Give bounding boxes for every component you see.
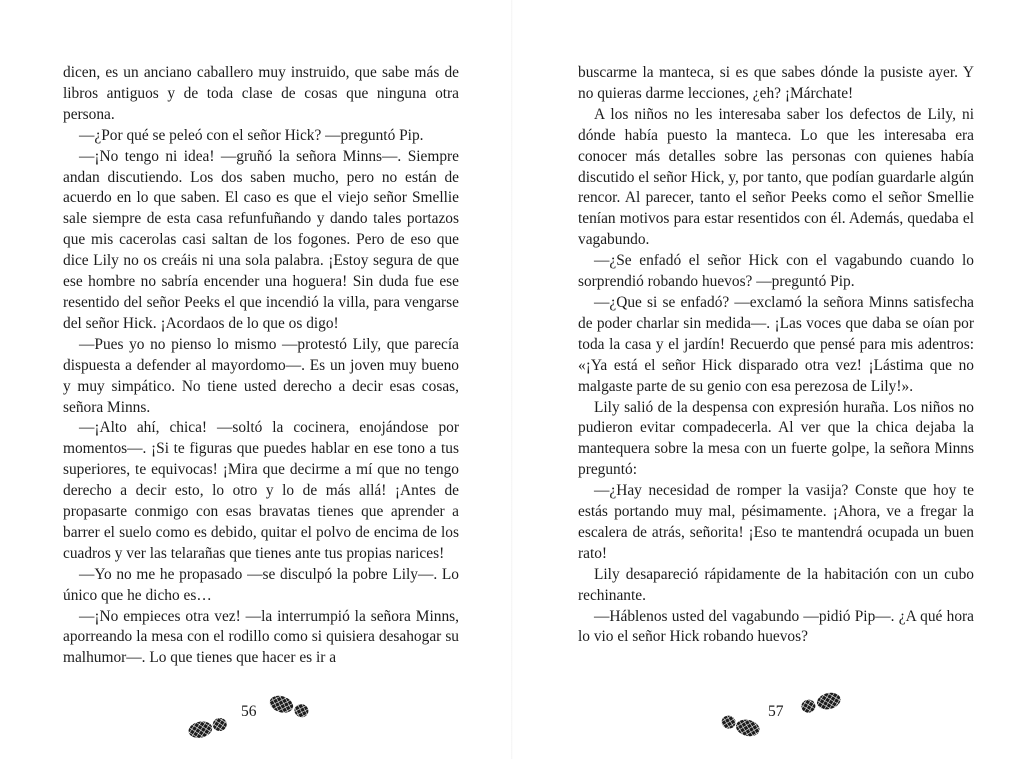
- paragraph: Lily desapareció rápidamente de la habitación con un cubo rechinante.: [578, 565, 974, 604]
- paragraph: —Pues yo no pienso lo mismo —protestó Lily, que parecía dispuesta a defender al mayordomo—. Es un joven muy bueno y muy simpático. No tiene usted derecho a decir esas cosas, señora Minns.: [63, 335, 459, 416]
- paragraph: —¿Por qué se peleó con el señor Hick? —preguntó Pip.: [79, 126, 424, 144]
- paragraph: —¿Se enfadó el señor Hick con el vagabundo cuando lo sorprendió robando huevos? —preguntó Pip.: [578, 252, 974, 291]
- paragraph: —Háblenos usted del vagabundo —pidió Pip—. ¿A qué hora lo vio el señor Hick robando huevos?: [578, 607, 974, 646]
- footprint-icon: [186, 714, 230, 740]
- paragraph: —¡No tengo ni idea! —gruñó la señora Minns—. Siempre andan discutiendo. Los dos saben mucho, pero no están de acuerdo en lo que saben. El caso es que el viejo señor Smellie sale siempre de esta casa refunfuñando y dando tales portazos que mis cacerolas casi saltan de los fogones. Pero de eso que dice Lily no os creáis ni una sola palabra. ¡Estoy segura de que ese hombre no sabría encender una hoguera! Sin duda fue ese resentido del señor Peeks el que incendió la villa, para vengarse del señor Hick. ¡Acordaos de lo que os digo!: [63, 147, 459, 332]
- page-number-left: 56: [241, 703, 257, 720]
- book-gutter: [511, 0, 513, 759]
- left-page-text: [63, 63, 459, 669]
- paragraph: A los niños no les interesaba saber los defectos de Lily, ni dónde había puesto la manteca. Lo que les interesaba era conocer más detalles sobre las personas con quienes había discutido el señor Hick, y, por tanto, que podían guardarle algún rencor. Al parecer, tanto el señor Peeks como el señor Smellie tenían motivos para estar resentidos con él. Además, quedaba el vagabundo.: [578, 105, 974, 249]
- paragraph: —Yo no me he propasado —se disculpó la pobre Lily—. Lo único que he dicho es…: [63, 565, 459, 604]
- right-page-text: [578, 63, 974, 648]
- paragraph: —¡No empieces otra vez! —la interrumpió la señora Minns, aporreando la mesa con el rodillo como si quisiera desahogar su malhumor—. Lo que tienes que hacer es ir a: [63, 607, 459, 667]
- page-number-right: 57: [768, 703, 784, 720]
- paragraph: buscarme la manteca, si es que sabes dónde la pusiste ayer. Y no quieras darme lecciones, ¿eh? ¡Márchate!: [578, 64, 974, 102]
- paragraph: —¡Alto ahí, chica! —soltó la cocinera, enojándose por momentos—. ¡Si te figuras que puedes hablar en ese tono a tus superiores, te equivocas! ¡Mira que decirme a mí que no tengo derecho a decir esto, lo otro y lo de más allá! ¡Antes de propasarte conmigo con esas bravatas tienes que aprender a barrer el suelo como es debido, quitar el polvo de encima de los cuadros y ver las telarañas que tienes ante tus propias narices!: [63, 419, 459, 562]
- footprint-icon: [797, 690, 845, 716]
- paragraph: Lily salió de la despensa con expresión huraña. Los niños no pudieron evitar compadecerla. Al ver que la chica dejaba la mantequera sobre la mesa con un fuerte golpe, la señora Minns preguntó:: [578, 398, 974, 479]
- footprint-icon: [266, 694, 314, 720]
- paragraph: —¿Que si se enfadó? —exclamó la señora Minns satisfecha de poder charlar sin medida—. ¡Las voces que daba se oían por toda la casa y el jardín! Recuerdo que pensé para mis adentros: «¡Ya está el señor Hick disparado otra vez! ¡Lástima que no malgaste parte de su genio con esa perezosa de Lily!».: [578, 293, 974, 395]
- footprint-icon: [718, 712, 762, 740]
- paragraph: —¿Hay necesidad de romper la vasija? Conste que hoy te estás portando muy mal, pésimamente. ¡Ahora, ve a fregar la escalera de atrás, señorita! ¡Eso te mantendrá ocupada un buen rato!: [578, 482, 974, 562]
- paragraph: dicen, es un anciano caballero muy instruido, que sabe más de libros antiguos y de toda clase de cosas que ninguna otra persona.: [63, 64, 459, 123]
